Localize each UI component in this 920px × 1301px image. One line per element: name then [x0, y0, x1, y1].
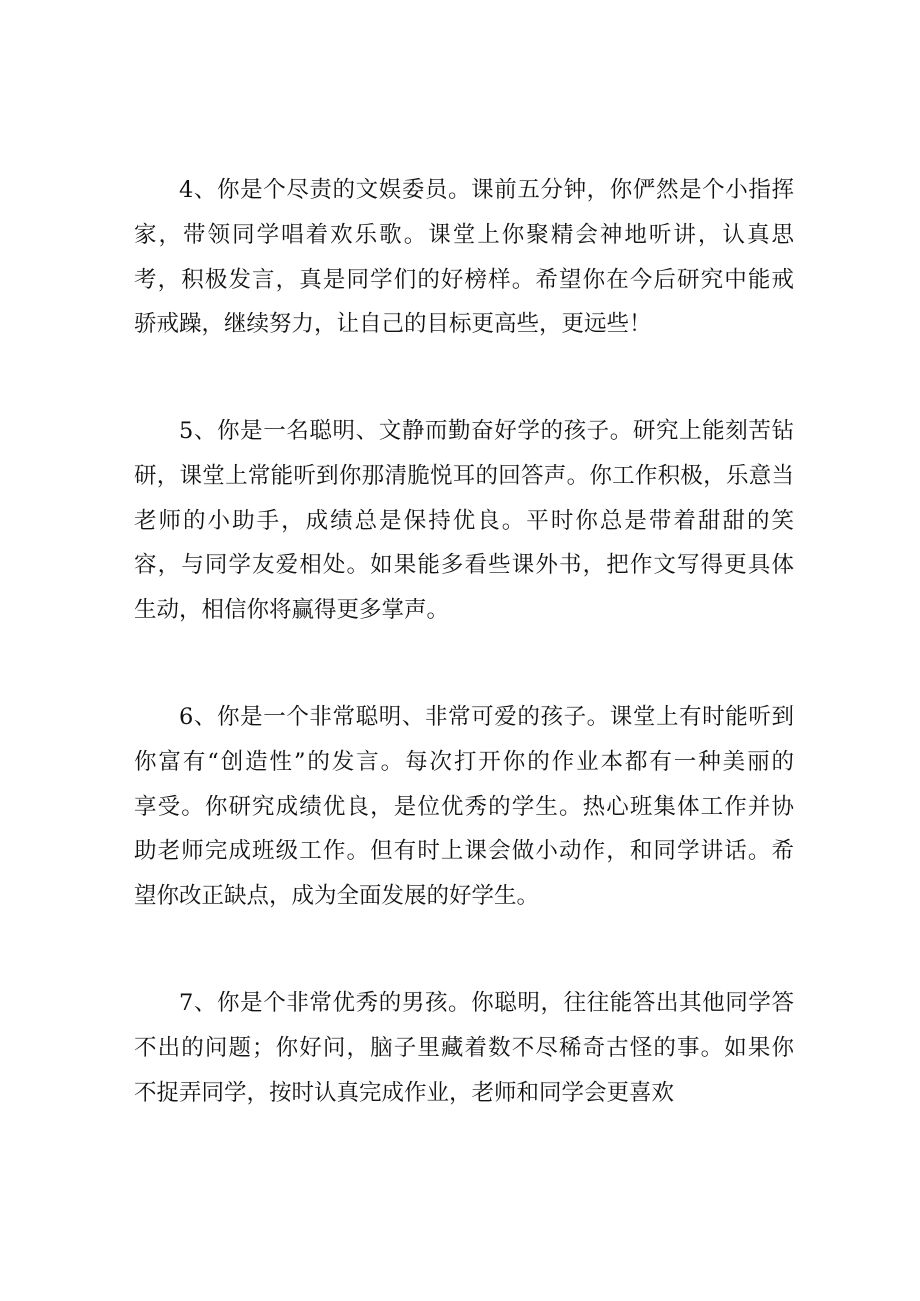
paragraph-line: 享受。你研究成绩优良，是位优秀的学生。热心班集体工作并协: [134, 793, 794, 820]
comment-paragraph-6: [134, 695, 794, 919]
paragraph-line: 生动，相信你将赢得更多掌声。: [134, 597, 450, 624]
paragraph-line: 研，课堂上常能听到你那清脆悦耳的回答声。你工作积极，乐意当: [134, 462, 794, 489]
paragraph-line: 7、你是个非常优秀的男孩。你聪明，往往能答出其他同学答: [179, 990, 794, 1016]
paragraph-line: 考，积极发言，真是同学们的好榜样。希望你在今后研究中能戒: [134, 266, 794, 293]
comment-paragraph-7: [134, 981, 794, 1115]
comment-paragraph-4: [134, 168, 794, 347]
paragraph-line: 望你改正缺点，成为全面发展的好学生。: [134, 883, 540, 910]
paragraph-line: 老师的小助手，成绩总是保持优良。平时你总是带着甜甜的笑: [134, 507, 794, 534]
paragraph-line: 你富有“创造性”的发言。每次打开你的作业本都有一种美丽的: [134, 748, 794, 775]
paragraph-line: 助老师完成班级工作。但有时上课会做小动作，和同学讲话。希: [134, 838, 794, 865]
paragraph-line: 不出的问题；你好问，脑子里藏着数不尽稀奇古怪的事。如果你: [134, 1034, 794, 1061]
paragraph-line: 6、你是一个非常聪明、非常可爱的孩子。课堂上有时能听到: [179, 704, 794, 730]
comment-paragraph-5: [134, 409, 794, 633]
paragraph-line: 家，带领同学唱着欢乐歌。课堂上你聚精会神地听讲，认真思: [134, 221, 794, 248]
paragraph-line: 骄戒躁，继续努力，让自己的目标更高些，更远些！: [134, 311, 652, 338]
paragraph-line: 不捉弄同学，按时认真完成作业，老师和同学会更喜欢: [134, 1079, 675, 1106]
paragraph-line: 容，与同学友爱相处。如果能多看些课外书，把作文写得更具体: [134, 552, 794, 579]
paragraph-line: 5、你是一名聪明、文静而勤奋好学的孩子。研究上能刻苦钻: [179, 418, 794, 444]
paragraph-line: 4、你是个尽责的文娱委员。课前五分钟，你俨然是个小指挥: [179, 177, 794, 203]
